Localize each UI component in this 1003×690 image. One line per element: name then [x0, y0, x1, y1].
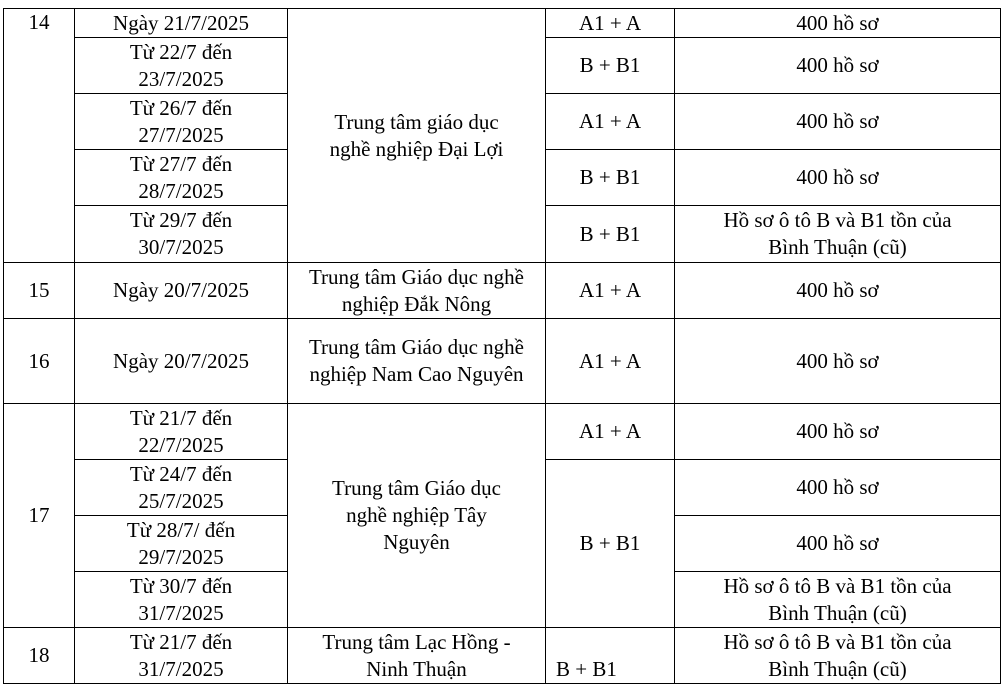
center-cell: Trung tâm Giáo dục nghề nghiệp Đắk Nông	[288, 263, 546, 319]
quota-cell: 400 hồ sơ	[675, 150, 1001, 206]
quota-cell: 400 hồ sơ	[675, 9, 1001, 38]
license-cell: B + B1	[546, 150, 675, 206]
quota-cell: 400 hồ sơ	[675, 94, 1001, 150]
license-cell: A1 + A	[546, 319, 675, 404]
date-cell: Từ 30/7 đến 31/7/2025	[75, 572, 288, 628]
license-cell: A1 + A	[546, 9, 675, 38]
date-cell: Từ 24/7 đến 25/7/2025	[75, 460, 288, 516]
quota-cell: 400 hồ sơ	[675, 319, 1001, 404]
table-row	[4, 319, 1001, 404]
schedule-table	[3, 8, 1001, 684]
quota-cell: 400 hồ sơ	[675, 404, 1001, 460]
date-cell: Từ 26/7 đến 27/7/2025	[75, 94, 288, 150]
date-cell: Từ 29/7 đến 30/7/2025	[75, 206, 288, 263]
date-cell: Từ 28/7/ đến 29/7/2025	[75, 516, 288, 572]
table-row	[4, 404, 1001, 460]
quota-cell: Hồ sơ ô tô B và B1 tồn của Bình Thuận (cũ)	[675, 572, 1001, 628]
row-number: 15	[4, 263, 75, 319]
quota-cell: 400 hồ sơ	[675, 460, 1001, 516]
table-row	[4, 263, 1001, 319]
quota-cell: 400 hồ sơ	[675, 263, 1001, 319]
quota-cell: Hồ sơ ô tô B và B1 tồn của Bình Thuận (cũ)	[675, 628, 1001, 684]
table-row	[4, 628, 1001, 684]
quota-cell: Hồ sơ ô tô B và B1 tồn của Bình Thuận (cũ)	[675, 206, 1001, 263]
license-cell: A1 + A	[546, 404, 675, 460]
date-cell: Ngày 21/7/2025	[75, 9, 288, 38]
date-cell: Từ 22/7 đến 23/7/2025	[75, 38, 288, 94]
row-number: 16	[4, 319, 75, 404]
row-number: 18	[4, 628, 75, 684]
date-cell: Từ 21/7 đến 31/7/2025	[75, 628, 288, 684]
license-cell: B + B1	[546, 460, 675, 628]
row-number: 14	[4, 9, 75, 263]
license-cell: B + B1	[546, 628, 675, 684]
date-cell: Từ 27/7 đến 28/7/2025	[75, 150, 288, 206]
license-cell: B + B1	[546, 206, 675, 263]
license-cell: B + B1	[546, 38, 675, 94]
quota-cell: 400 hồ sơ	[675, 38, 1001, 94]
date-cell: Ngày 20/7/2025	[75, 263, 288, 319]
center-cell: Trung tâm Giáo dục nghề nghiệp Nam Cao Nguyên	[288, 319, 546, 404]
date-cell: Ngày 20/7/2025	[75, 319, 288, 404]
license-cell: A1 + A	[546, 94, 675, 150]
license-cell: A1 + A	[546, 263, 675, 319]
row-number: 17	[4, 404, 75, 628]
date-cell: Từ 21/7 đến 22/7/2025	[75, 404, 288, 460]
table-row	[4, 9, 1001, 38]
quota-cell: 400 hồ sơ	[675, 516, 1001, 572]
center-cell: Trung tâm Lạc Hồng - Ninh Thuận	[288, 628, 546, 684]
center-cell: Trung tâm giáo dục nghề nghiệp Đại Lợi	[288, 9, 546, 263]
center-cell: Trung tâm Giáo dục nghề nghiệp Tây Nguyên	[288, 404, 546, 628]
